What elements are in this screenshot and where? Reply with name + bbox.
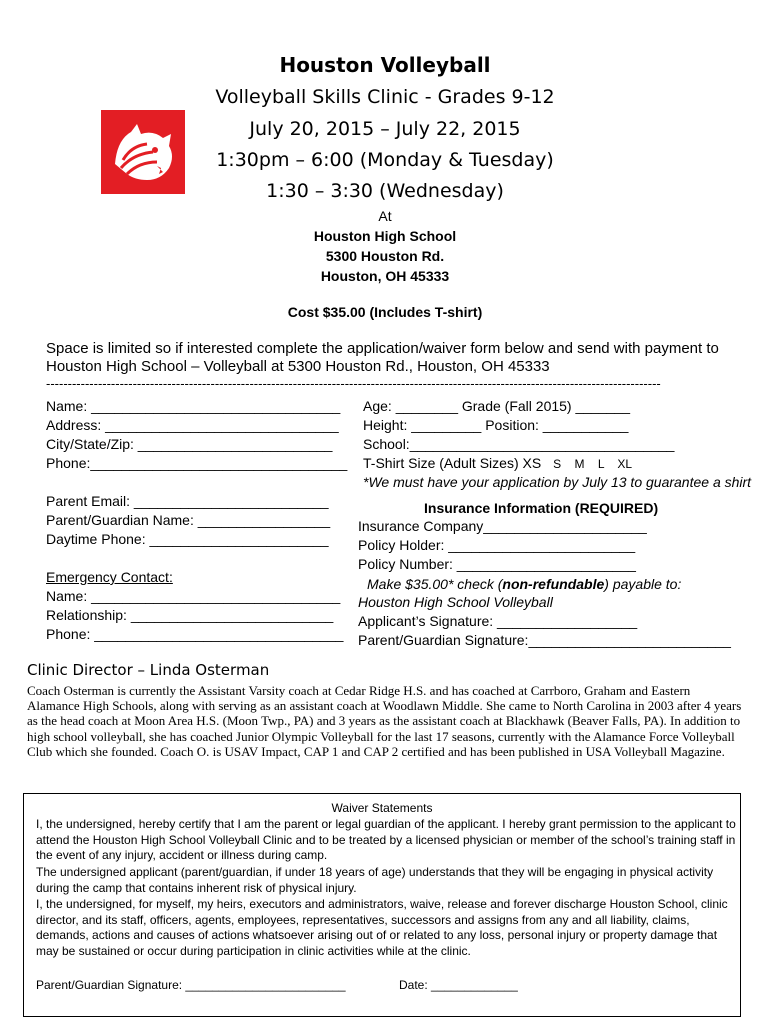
wildcat-icon [101,110,185,194]
director-heading: Clinic Director – Linda Osterman [27,661,270,679]
waiver-paragraph-2: The undersigned applicant (parent/guardian, if under 18 years of age) understands that they will be engaging in physical activity during the camp that contains inherent risk of physical injury. [36,865,714,895]
clinic-time-wed: 1:30 – 3:30 (Wednesday) [266,180,504,202]
check-nonrefundable: non-refundable [502,576,605,592]
name-field[interactable]: Name: ________________________________ [46,398,341,414]
divider: ---------------------------------------------------------------------------------------------------------------------------------------------- [46,376,661,391]
phone-field[interactable]: Phone:_________________________________ [46,455,348,471]
tshirt-deadline-note: *We must have your application by July 13 to guarantee a shirt [363,474,752,490]
check-post: ) payable to: [604,576,682,592]
cost-label: Cost $35.00 (Includes T-shirt) [287,304,483,320]
guardian-name-field[interactable]: Parent/Guardian Name: _________________ [46,512,331,528]
daytime-phone-field[interactable]: Daytime Phone: _______________________ [46,531,329,547]
school-name: Houston High School [313,228,457,244]
clinic-subtitle: Volleyball Skills Clinic - Grades 9-12 [215,86,555,108]
waiver-paragraph-3: I, the undersigned, for myself, my heirs, executors and administrators, waive, release and forever discharge Houston School, clinic director, and its staff, officers, agents, employees, representatives, successors and assigns from any and all liability, claims, demands, actions and causes of actions whatsoever arising out of or related to any loss, personal injury or property damage that may be sustained or occur during participation in clinic activities while at the clinic. [36,897,728,958]
emergency-phone-field[interactable]: Phone: ________________________________ [46,626,344,642]
address-field[interactable]: Address: ______________________________ [46,417,339,433]
tshirt-size-label: T-Shirt Size (Adult Sizes) XS [363,455,542,471]
emergency-relationship-field[interactable]: Relationship: __________________________ [46,607,334,623]
intro-line-2: Houston High School – Volleyball at 5300 Houston Rd., Houston, OH 45333 [46,358,550,375]
policy-holder-field[interactable]: Policy Holder: ________________________ [358,537,636,553]
clinic-time-mon-tue: 1:30pm – 6:00 (Monday & Tuesday) [216,149,554,171]
director-bio: Coach Osterman is currently the Assistant Varsity coach at Cedar Ridge H.S. and has coached at Carrboro, Graham and Eastern Alamance High Schools, along with serving as an assistant coach at Woodlawn Middle. She came to North Carolina in 2003 after 4 years as the head coach at Moon Area H.S. (Moon Twp., PA) and 3 years as the assistant coach at Blackhawk (Beaver Falls, PA). In addition to high school volleyball, she has coached Junior Olympic Volleyball for the last 17 seasons, currently with the Alamance Force Volleyball Club which she founded. Coach O. is USAV Impact, CAP 1 and CAP 2 certified and has been published in USA Volleyball Magazine. [27,683,742,759]
applicant-signature-field[interactable]: Applicant’s Signature: __________________ [358,613,638,629]
waiver-date-field[interactable]: Date: _____________ [399,978,518,992]
parent-email-field[interactable]: Parent Email: _________________________ [46,493,329,509]
policy-number-field[interactable]: Policy Number: _______________________ [358,556,636,572]
tshirt-size-options[interactable]: S M L XL [553,457,633,471]
school-street: 5300 Houston Rd. [325,248,445,264]
guardian-signature-field[interactable]: Parent/Guardian Signature:__________________________ [358,632,731,648]
height-position-field[interactable]: Height: _________ Position: ___________ [363,417,629,433]
clinic-dates: July 20, 2015 – July 22, 2015 [249,118,521,140]
school-field[interactable]: School:__________________________________ [363,436,675,452]
waiver-title: Waiver Statements [331,801,433,815]
waiver-box [23,793,741,1017]
tshirt-size-row[interactable] [363,455,632,471]
city-state-zip-field[interactable]: City/State/Zip: _________________________ [46,436,333,452]
age-grade-field[interactable]: Age: ________ Grade (Fall 2015) _______ [363,398,630,414]
at-label: At [378,208,392,224]
check-payee: Houston High School Volleyball [358,594,553,610]
emergency-name-field[interactable]: Name: ________________________________ [46,588,341,604]
insurance-company-field[interactable]: Insurance Company_____________________ [358,518,647,534]
school-city: Houston, OH 45333 [320,268,450,284]
waiver-paragraph-1: I, the undersigned, hereby certify that I am the parent or legal guardian of the applicant. I hereby grant permission to the applicant to attend the Houston High School Volleyball Clinic and to be treated by a licensed physician or member of the school’s training staff in the event of any injury, accident or illness during camp. [36,817,736,862]
emergency-contact-heading: Emergency Contact: [46,569,173,585]
wildcat-logo [101,110,185,194]
check-instruction [367,576,681,592]
page-title: Houston Volleyball [279,53,491,77]
check-pre: Make $35.00* check ( [367,576,503,592]
waiver-signature-field[interactable]: Parent/Guardian Signature: ________________________ [36,978,346,992]
intro-line-1: Space is limited so if interested complete the application/waiver form below and send with payment to [46,340,719,357]
insurance-heading: Insurance Information (REQUIRED) [424,500,659,516]
